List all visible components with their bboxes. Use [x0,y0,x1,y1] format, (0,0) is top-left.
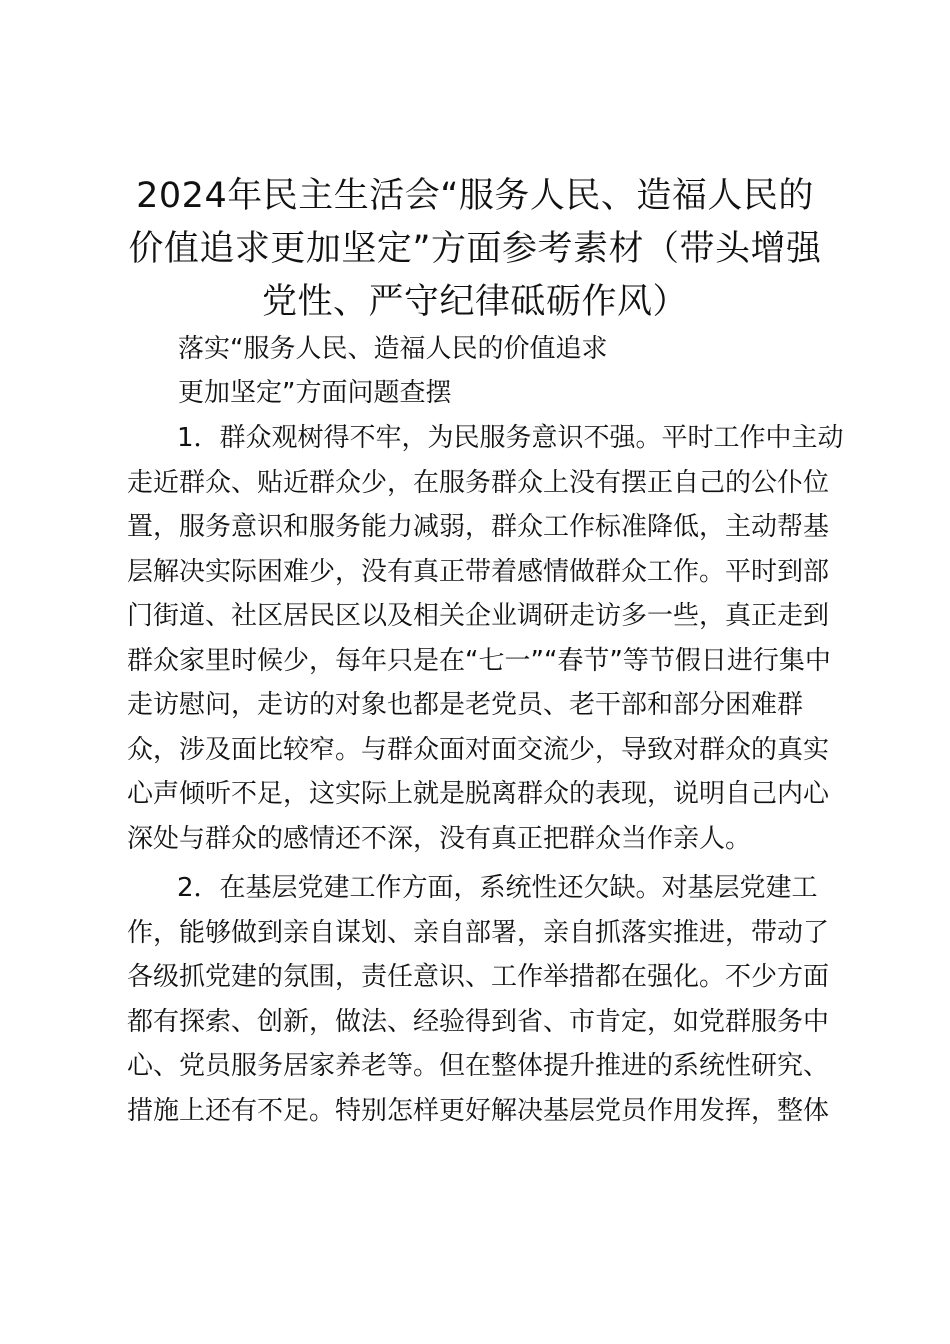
section-heading [178,327,607,415]
paragraph-line: 作，能够做到亲自谋划、亲自部署，亲自抓落实推进，带动了 [127,917,830,948]
paragraph-line: 各级抓党建的氛围，责任意识、工作举措都在强化。不少方面 [127,962,830,992]
paragraph-line: 置，服务意识和服务能力减弱，群众工作标准降低，主动帮基 [127,512,830,542]
section-heading-line: 更加坚定”方面问题查摆 [178,378,452,408]
section-heading-line: 落实“服务人民、造福人民的价值追求 [178,334,608,364]
paragraph-line: 层解决实际困难少，没有真正带着感情做群众工作。平时到部 [127,556,830,587]
paragraph-line: 措施上还有不足。特别怎样更好解决基层党员作用发挥，整体 [127,1095,830,1126]
paragraph-line: 众，涉及面比较窄。与群众面对面交流少，导致对群众的真实 [127,734,830,765]
title-line: 党性、严守纪律砥砺作风） [261,282,688,322]
paragraph-line: 走近群众、贴近群众少，在服务群众上没有摆正自己的公仆位 [127,467,830,498]
paragraph-line: 2．在基层党建工作方面，系统性还欠缺。对基层党建工 [177,873,818,903]
paragraph-line: 都有探索、创新，做法、经验得到省、市肯定，如党群服务中 [127,1006,830,1037]
paragraph-line: 1．群众观树得不牢，为民服务意识不强。平时工作中主动 [177,423,844,453]
body-paragraph [127,866,847,1133]
title-line: 价值追求更加坚定”方面参考素材（带头增强 [128,229,822,269]
paragraph-line: 门街道、社区居民区以及相关企业调研走访多一些，真正走到 [127,601,830,631]
paragraph-line: 心声倾听不足，这实际上就是脱离群众的表现，说明自己内心 [127,779,830,809]
paragraph-line: 深处与群众的感情还不深，没有真正把群众当作亲人。 [127,823,752,854]
paragraph-line: 走访慰问，走访的对象也都是老党员、老干部和部分困难群 [127,690,804,720]
paragraph-line: 群众家里时候少，每年只是在“七一”“春节”等节假日进行集中 [127,645,831,676]
paragraph-line: 心、党员服务居家养老等。但在整体提升推进的系统性研究、 [127,1051,830,1081]
body-paragraph [127,416,847,861]
document-title [120,170,830,329]
title-line: 2024年民主生活会“服务人民、造福人民的 [136,176,814,216]
